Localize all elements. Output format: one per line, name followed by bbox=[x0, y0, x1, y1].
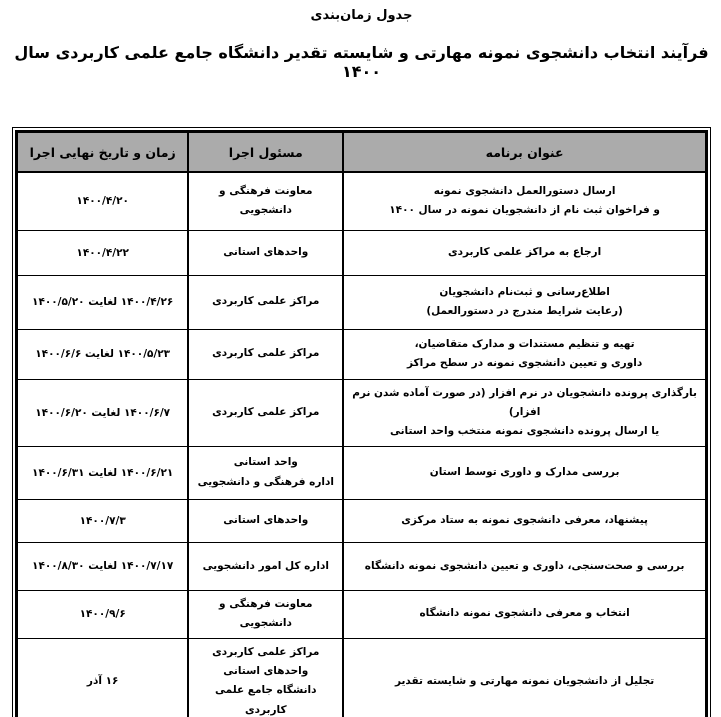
table-row bbox=[17, 329, 707, 379]
program-cell-line: پیشنهاد، معرفی دانشجوی نمونه به ستاد مرکزی bbox=[401, 514, 648, 527]
responsible-cell-line: دانشگاه جامع علمی کاربردی bbox=[215, 684, 317, 716]
date-cell: ۱۶ آذر bbox=[17, 638, 189, 717]
program-cell-line: ارجاع به مراکز علمی کاربردی bbox=[447, 245, 602, 258]
program-cell bbox=[343, 379, 706, 446]
program-cell bbox=[343, 230, 706, 275]
program-cell-line: (رعایت شرایط مندرج در دستورالعمل) bbox=[426, 305, 623, 317]
date-cell: ۱۴۰۰/۹/۶ bbox=[17, 590, 189, 638]
responsible-cell bbox=[188, 499, 343, 542]
responsible-cell-line: معاونت فرهنگی و دانشجویی bbox=[219, 597, 313, 630]
responsible-cell-line: اداره فرهنگی و دانشجویی bbox=[197, 475, 334, 488]
program-cell-line: و فراخوان ثبت نام از دانشجویان نمونه در سال ۱۴۰۰ bbox=[389, 204, 660, 217]
header-responsible: مسئول اجرا bbox=[188, 132, 343, 173]
program-cell-line: انتخاب و معرفی دانشجوی نمونه دانشگاه bbox=[419, 607, 630, 620]
header-final-date: زمان و تاریخ نهایی اجرا bbox=[17, 132, 189, 173]
responsible-cell bbox=[188, 446, 343, 499]
date-cell: ۱۴۰۰/۵/۲۳ لغایت ۱۴۰۰/۶/۶ bbox=[17, 329, 189, 379]
schedule-table-body bbox=[17, 172, 707, 717]
table-row bbox=[17, 275, 707, 329]
program-cell bbox=[343, 638, 706, 717]
responsible-cell-line: واحدهای استانی bbox=[223, 245, 309, 258]
program-cell-line: داوری و تعیین دانشجوی نمونه در سطح مراکز bbox=[406, 357, 643, 369]
program-cell-line: اطلاع‌رسانی و ثبت‌نام دانشجویان bbox=[439, 285, 610, 298]
table-row bbox=[17, 542, 707, 590]
responsible-cell bbox=[188, 172, 343, 230]
program-cell bbox=[343, 590, 706, 638]
document-title: جدول زمان‌بندی bbox=[310, 8, 413, 23]
table-row bbox=[17, 638, 707, 717]
program-cell-line: بررسی و صحت‌سنجی، داوری و تعیین دانشجوی نمونه دانشگاه bbox=[364, 559, 685, 572]
schedule-table bbox=[15, 130, 708, 717]
program-cell-line: ارسال دستورالعمل دانشجوی نمونه bbox=[433, 184, 616, 197]
responsible-cell bbox=[188, 275, 343, 329]
responsible-cell bbox=[188, 329, 343, 379]
responsible-cell-line: اداره کل امور دانشجویی bbox=[202, 559, 329, 572]
responsible-cell-line: مراکز علمی کاربردی bbox=[212, 645, 320, 658]
program-cell bbox=[343, 172, 706, 230]
table-row bbox=[17, 590, 707, 638]
program-cell bbox=[343, 329, 706, 379]
responsible-cell-line: واحدهای استانی bbox=[223, 665, 309, 678]
program-cell-line: بارگذاری پرونده دانشجویان در نرم افزار (در صورت آماده شدن نرم افزار) bbox=[352, 386, 697, 418]
table-header-row bbox=[17, 132, 707, 173]
responsible-cell bbox=[188, 542, 343, 590]
date-cell: ۱۴۰۰/۶/۲۱ لغایت ۱۴۰۰/۶/۳۱ bbox=[17, 446, 189, 499]
date-cell: ۱۴۰۰/۴/۲۲ bbox=[17, 230, 189, 275]
responsible-cell bbox=[188, 638, 343, 717]
table-row bbox=[17, 172, 707, 230]
program-cell-line: بررسی مدارک و داوری توسط استان bbox=[429, 466, 620, 479]
table-row bbox=[17, 499, 707, 542]
schedule-table-outer-border bbox=[12, 127, 711, 717]
program-cell-line: تهیه و تنظیم مستندات و مدارک متقاضیان، bbox=[414, 337, 635, 350]
date-cell: ۱۴۰۰/۴/۲۶ لغایت ۱۴۰۰/۵/۲۰ bbox=[17, 275, 189, 329]
program-cell bbox=[343, 446, 706, 499]
table-row bbox=[17, 446, 707, 499]
responsible-cell bbox=[188, 590, 343, 638]
responsible-cell bbox=[188, 230, 343, 275]
date-cell: ۱۴۰۰/۶/۷ لغایت ۱۴۰۰/۶/۲۰ bbox=[17, 379, 189, 446]
date-cell: ۱۴۰۰/۴/۲۰ bbox=[17, 172, 189, 230]
program-cell bbox=[343, 542, 706, 590]
responsible-cell-line: مراکز علمی کاربردی bbox=[212, 295, 320, 308]
responsible-cell-line: مراکز علمی کاربردی bbox=[212, 347, 320, 360]
date-cell: ۱۴۰۰/۷/۳ bbox=[17, 499, 189, 542]
program-cell bbox=[343, 499, 706, 542]
responsible-cell-line: مراکز علمی کاربردی bbox=[212, 405, 320, 418]
responsible-cell-line: واحد استانی bbox=[233, 456, 298, 469]
responsible-cell-line: واحدهای استانی bbox=[223, 514, 309, 527]
date-cell: ۱۴۰۰/۷/۱۷ لغایت ۱۴۰۰/۸/۳۰ bbox=[17, 542, 189, 590]
table-row bbox=[17, 230, 707, 275]
header-program-title: عنوان برنامه bbox=[343, 132, 706, 173]
program-cell bbox=[343, 275, 706, 329]
responsible-cell bbox=[188, 379, 343, 446]
document-subtitle: فرآیند انتخاب دانشجوی نمونه مهارتی و شایسته تقدیر دانشگاه جامع علمی کاربردی سال ۱۴۰۰ bbox=[14, 43, 709, 81]
program-cell-line: تجلیل از دانشجویان نمونه مهارتی و شایسته تقدیر bbox=[394, 674, 655, 687]
program-cell-line: یا ارسال پرونده دانشجوی نمونه منتخب واحد استانی bbox=[389, 425, 660, 438]
responsible-cell-line: معاونت فرهنگی و دانشجویی bbox=[219, 184, 313, 217]
table-row bbox=[17, 379, 707, 446]
